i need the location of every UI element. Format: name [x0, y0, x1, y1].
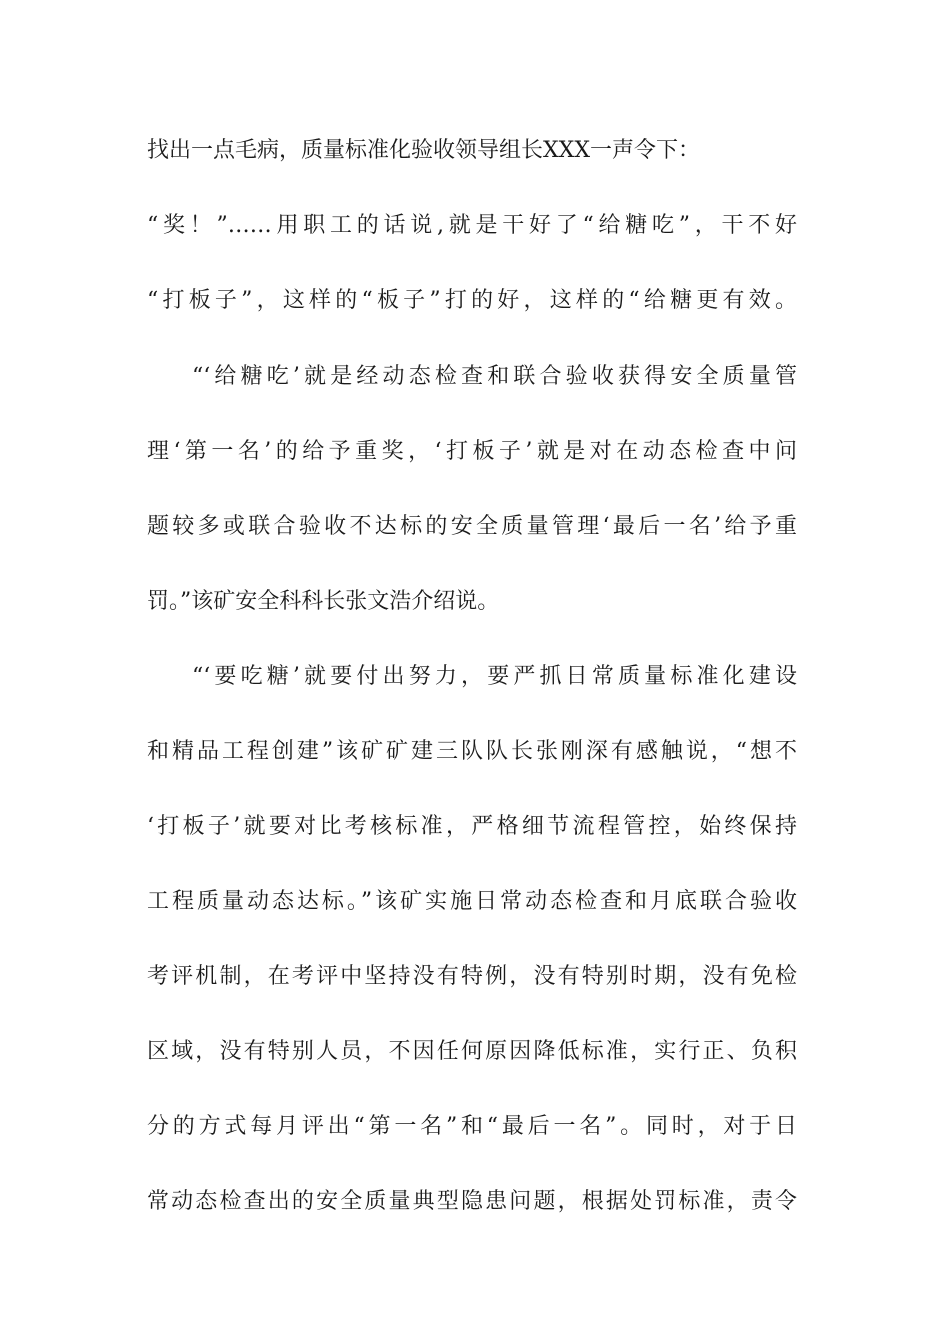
text-line-9: 和精品工程创建”该矿矿建三队队长张刚深有感触说，“想不 [147, 739, 797, 764]
text-line-5: 理‘第一名’的给予重奖，‘打板子’就是对在动态检查中问 [147, 439, 797, 464]
text-line-13: 区域，没有特别人员，不因任何原因降低标准，实行正、负积 [147, 1039, 797, 1064]
text-line-6: 题较多或联合验收不达标的安全质量管理‘最后一名’给予重 [147, 514, 797, 539]
text-line-7: 罚。”该矿安全科科长张文浩介绍说。 [147, 589, 500, 614]
text-line-11: 工程质量动态达标。”该矿实施日常动态检查和月底联合验收 [147, 889, 797, 914]
text-line-2: “奖！”……用职工的话说,就是干好了“给糖吃”，干不好 [147, 213, 797, 238]
text-line-14: 分的方式每月评出“第一名”和“最后一名”。同时，对于日 [147, 1114, 797, 1139]
text-line-3: “打板子”，这样的“板子”打的好，这样的“给糖更有效。 [147, 288, 797, 313]
text-line-1: 找出一点毛病，质量标准化验收领导组长XXX一声令下： [147, 138, 700, 163]
text-line-8: “‘要吃糖’就要付出努力，要严抓日常质量标准化建设 [192, 664, 797, 689]
text-line-12: 考评机制，在考评中坚持没有特例，没有特别时期，没有免检 [147, 964, 797, 989]
text-line-15: 常动态检查出的安全质量典型隐患问题，根据处罚标准，责令 [147, 1189, 797, 1214]
text-line-4: “‘给糖吃’就是经动态检查和联合验收获得安全质量管 [192, 364, 797, 389]
text-line-10: ‘打板子’就要对比考核标准，严格细节流程管控，始终保持 [147, 814, 797, 839]
